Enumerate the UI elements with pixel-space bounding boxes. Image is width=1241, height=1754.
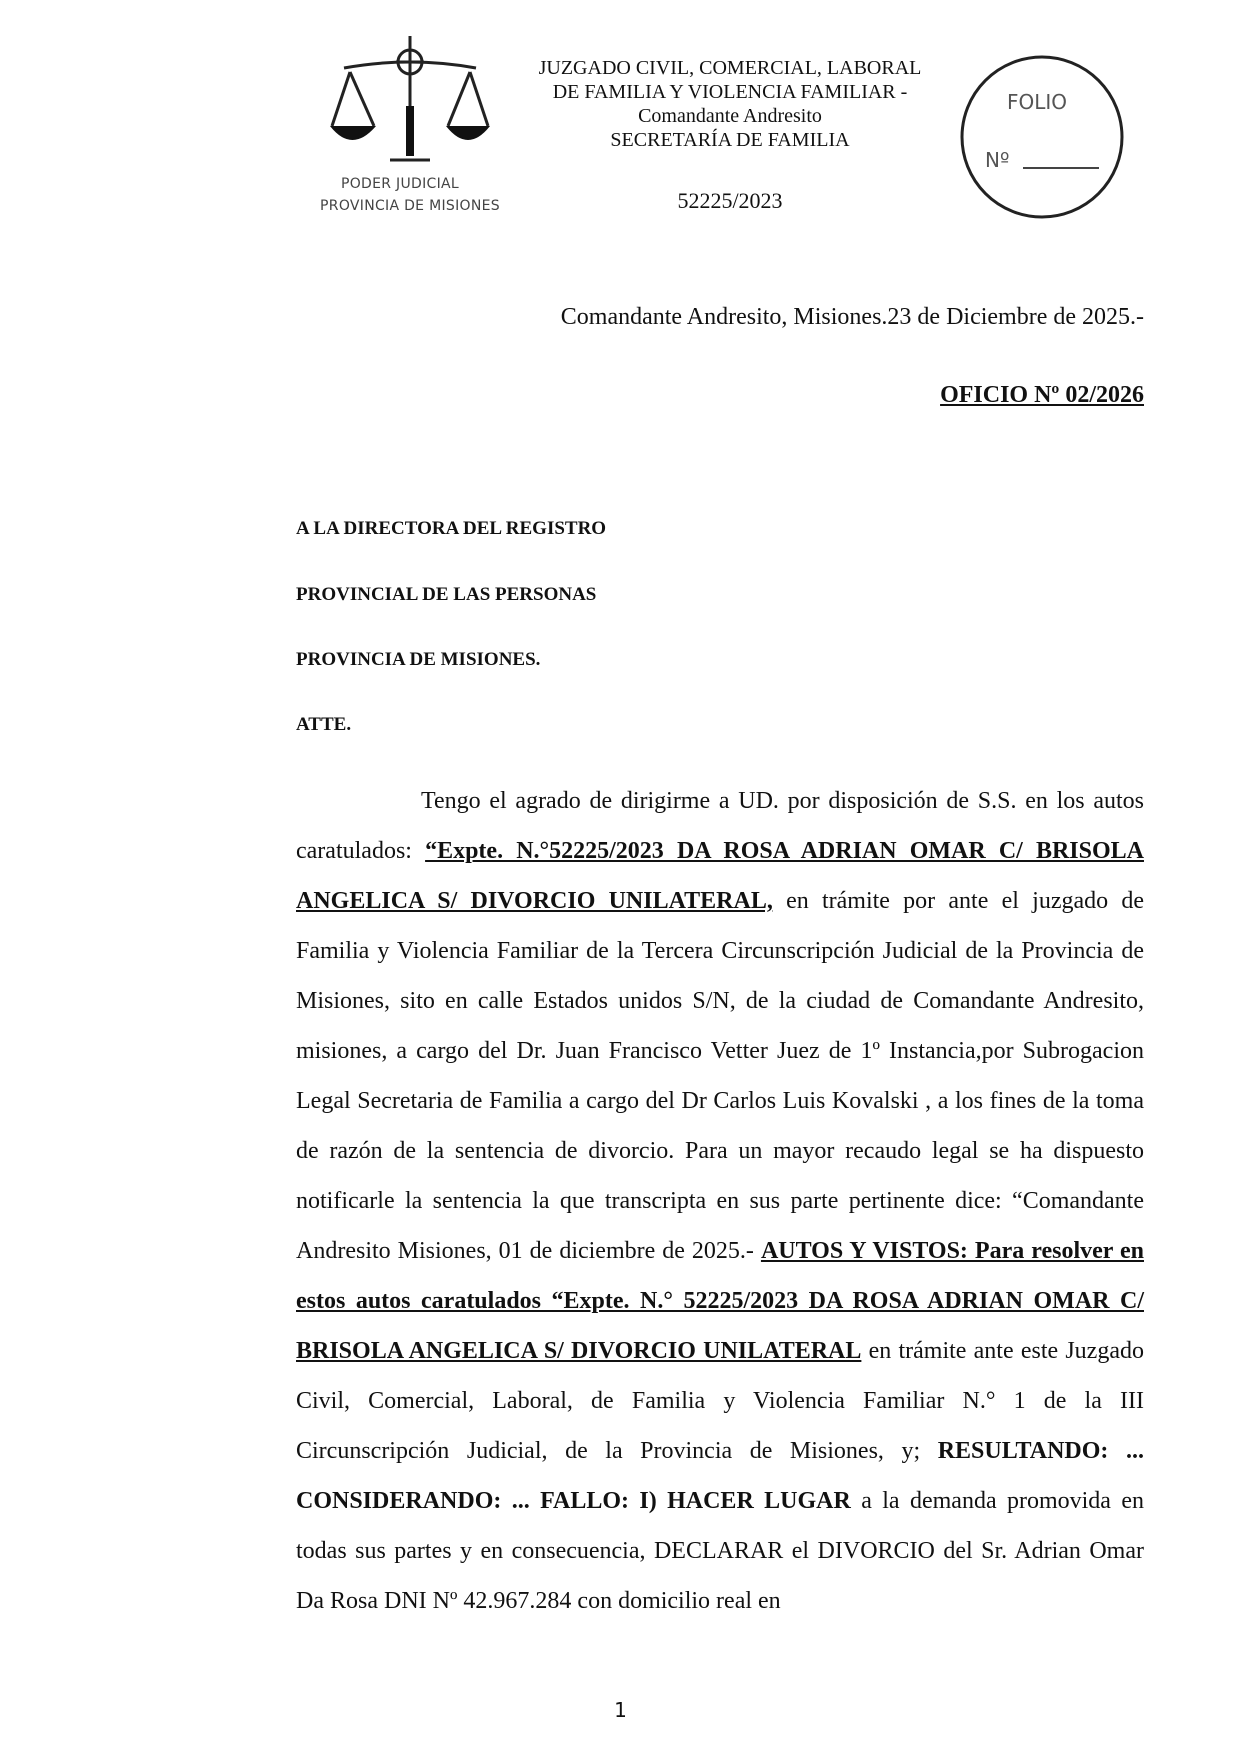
addressee-line-2: PROVINCIAL DE LAS PERSONAS <box>296 584 597 605</box>
folio-circle-icon <box>957 52 1127 222</box>
addressee-line-4: ATTE. <box>296 714 352 735</box>
court-line-1: JUZGADO CIVIL, COMERCIAL, LABORAL <box>538 57 922 79</box>
case-title: “Expte. N.°52225/2023 DA ROSA ADRIAN OMAR C/ BRISOLA ANGELICA S/ DIVORCIO UNILATERAL, <box>296 838 1144 914</box>
autos-y-vistos: AUTOS Y VISTOS: Para resolver en estos autos caratulados “Expte. N.° 52225/2023 DA ROSA ADRIAN OMAR C/ BRISOLA ANGELICA S/ DIVORCIO UNILATERAL <box>296 1238 1144 1364</box>
court-line-4: SECRETARÍA DE FAMILIA <box>610 129 850 151</box>
court-header <box>520 56 940 152</box>
body-text-court-ref: en trámite ante este Juzgado Civil, Comercial, Laboral, de Familia y Violencia Familiar N.° 1 de la III Circunscripción Judicial, de la Provincia de Misiones, y; <box>296 1338 1144 1464</box>
court-line-3: Comandante Andresito <box>638 105 822 127</box>
folio-label: FOLIO <box>1007 90 1068 114</box>
logo-text-poder-judicial: PODER JUDICIAL <box>340 176 460 192</box>
ruling-heading: RESULTANDO: ... CONSIDERANDO: ... FALLO: I) HACER LUGAR <box>296 1438 1144 1514</box>
document-date: Comandante Andresito, Misiones.23 de Diciembre de 2025.- <box>560 304 1144 330</box>
case-number: 52225/2023 <box>677 188 783 213</box>
folio-number-label: Nº <box>985 148 1010 172</box>
folio-blank-line <box>1023 167 1099 169</box>
oficio-number: OFICIO Nº 02/2026 <box>940 382 1144 408</box>
addressee-line-1: A LA DIRECTORA DEL REGISTRO <box>296 518 607 539</box>
judicial-logo <box>300 28 520 228</box>
body-text-intro: Tengo el agrado de dirigirme a UD. por disposición de S.S. en los autos caratulados: <box>296 788 1144 864</box>
folio-stamp <box>957 52 1127 222</box>
addressee-line-3: PROVINCIA DE MISIONES. <box>296 649 541 670</box>
court-line-2: DE FAMILIA Y VIOLENCIA FAMILIAR - <box>552 81 908 103</box>
body-text-ruling: a la demanda promovida en todas sus partes y en consecuencia, DECLARAR el DIVORCIO del Sr. Adrian Omar Da Rosa DNI Nº 42.967.284 con domicilio real en <box>296 1488 1144 1614</box>
page-number: 1 <box>614 1698 627 1722</box>
body-paragraph <box>296 776 1144 1626</box>
scales-of-justice-icon <box>330 28 490 168</box>
logo-text-provincia: PROVINCIA DE MISIONES <box>320 198 500 214</box>
body-text-court-details: en trámite por ante el juzgado de Familia y Violencia Familiar de la Tercera Circunscripción Judicial de la Provincia de Misiones, sito en calle Estados unidos S/N, de la ciudad de Comandante Andresito, misiones, a cargo del Dr. Juan Francisco Vetter Juez de 1º Instancia,por Subrogacion Legal Secretaria de Familia a cargo del Dr Carlos Luis Kovalski , a los fines de la toma de razón de la sentencia de divorcio. Para un mayor recaudo legal se ha dispuesto notificarle la sentencia la que transcripta en sus parte pertinente dice: “Comandante Andresito Misiones, 01 de diciembre de 2025.- <box>296 888 1145 1264</box>
